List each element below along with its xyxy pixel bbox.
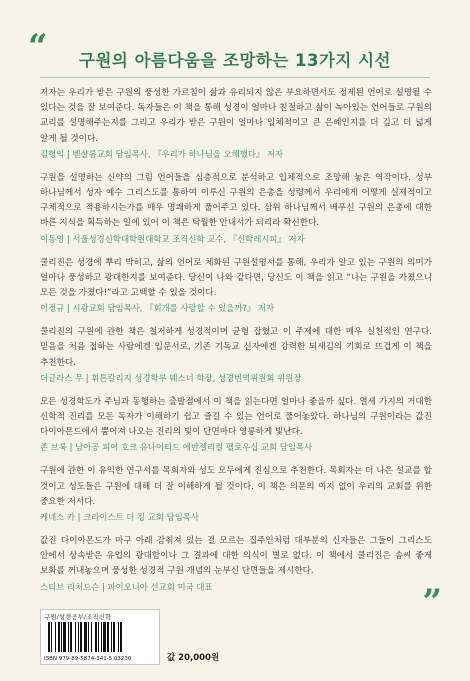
review-author: 이동영 | 서울성경신학대학원대학교 조직신학 교수, 『신학레시피』 저자 — [40, 233, 305, 244]
review-body: 쿨리진의 구원에 관한 책은 철저하게 성경적이며 균형 잡혔고 이 주제에 대한 매우 실천적인 연구다. 믿음을 처음 접하는 사람에겐 입문서로, 기존 기독교 신자에겐 강력한 되새김의 기회로 뜨겁게 이 책을 추천한다. — [40, 327, 432, 368]
review-item — [40, 325, 432, 385]
review-item — [40, 395, 432, 455]
barcode-panel — [40, 609, 160, 665]
review-author: 이정규 | 시광교회 담임목사, 『회개를 사랑할 수 있을까?』 저자 — [40, 303, 275, 314]
review-body: 값진 다이아몬드가 마구 아래 감춰져 있는 걸 모르는 집주인처럼 대부분의 신자들은 그들이 그리스도 안에서 상속받은 유업의 광대함이나 그 결과에 대한 의식이 별로 없다. 이 책에서 쿨리진은 솜씨 좋게 보화를 꺼내놓으며 풍성한 성경적 구원 개념의 눈부신 단면들을 제시한다. — [40, 536, 432, 577]
review-author: 스티브 리처드슨 | 파이오니아 선교회 미국 대표 — [40, 581, 213, 592]
book-category: 구원/성경공부/조직신학 — [44, 613, 112, 621]
review-list — [40, 86, 432, 604]
review-item — [40, 534, 432, 594]
review-item — [40, 86, 432, 161]
close-quote-icon: ” — [422, 582, 442, 622]
page-title: 구원의 아름다움을 조망하는 13가지 시선 — [79, 51, 391, 70]
review-body: 구원에 관한 이 유익한 연구서를 목회자와 성도 모두에게 진심으로 추천한다. 목회자는 더 나은 설교를 할 것이고 성도들은 구원에 대해 더 잘 이해하게 될 것이다. 이 책은 의문의 여지 없이 우리의 교회를 위한 중요한 저서다. — [40, 466, 432, 507]
open-quote-icon: “ — [28, 27, 48, 67]
review-author: 존 브룩 | 남아공 피어 호크 유나이티드 에반젤리컬 펠로우십 교회 담임목사 — [40, 442, 313, 453]
review-author: 김형익 | 벧샬롬교회 담임목사, 『우리가 하나님을 오해했다』 저자 — [40, 148, 284, 159]
review-body: 쿨리진은 성경에 뿌리 박히고, 삶의 언어로 체화된 구원설명서를 통해, 우리가 알고 있는 구원의 의미가 얼마나 풍성하고 광대한지를 보여준다. 당신이 나와 같다면, 당신도 이 책을 읽고 “나는 구원을 가졌으니 모든 것을 가졌다!”라고 고백할 수 있을 것이다. — [40, 257, 432, 299]
review-author: 더글라스 무 | 휘튼칼리지 성경학부 웨스너 학장, 성경번역위원회 위원장 — [40, 372, 302, 383]
review-body: 저자는 우리가 받은 구원의 풍성한 가르침이 삶과 유리되지 않은 부요하면서도 정제된 언어로 설명될 수 있다는 것을 잘 보여준다. 독자들은 이 책을 통해 성경이 얼마나 친절하고 삶이 녹아있는 언어들로 구원의 교리를 설명해주는지를 그리고 우리가 받은 구원이 얼마나 입체적이고 큰 은혜인지를 더 깊고 더 넓게 알게 될 것이다. — [40, 88, 432, 144]
review-item — [40, 464, 432, 524]
review-item — [40, 171, 432, 246]
price-label: 값 20,000원 — [167, 653, 220, 663]
review-body: 구원을 설명하는 신약의 그림 언어들을 심층적으로 분석하고 입체적으로 조망해 놓은 역작이다. 성부 하나님께서 성자 예수 그리스도를 통하여 이루신 구원의 은총을 성령께서 우리에게 어떻게 실제적이고 구체적으로 적용하시는가를 매우 명쾌하게 풀어주고 있다. 삼위 하나님께서 베푸신 구원의 은총에 대한 바른 지식을 획득하는 일에 있어 이 책은 탁월한 안내서가 되리라 확신한다. — [40, 172, 432, 229]
isbn-number: ISBN 979-89-5874-341-5 03230 — [44, 656, 132, 662]
review-author: 케네스 카 | 크라이스트 더 킹 교회 담임목사 — [40, 512, 199, 523]
review-body: 모든 성경학도가 주님과 동행하는 출발점에서 이 책을 읽는다면 얼마나 좋을까 싶다. 열세 가지의 거대한 신학적 진리를 모든 독자가 이해하기 쉽고 즐길 수 있는 언어로 풀어놓았다. 하나님의 구원이라는 값진 다이아몬드에서 뿜어져 나오는 진리의 빛이 단면마다 영롱하게 빛난다. — [40, 396, 432, 438]
barcode-icon — [46, 622, 154, 652]
title-divider — [40, 77, 430, 78]
review-item — [40, 256, 432, 316]
